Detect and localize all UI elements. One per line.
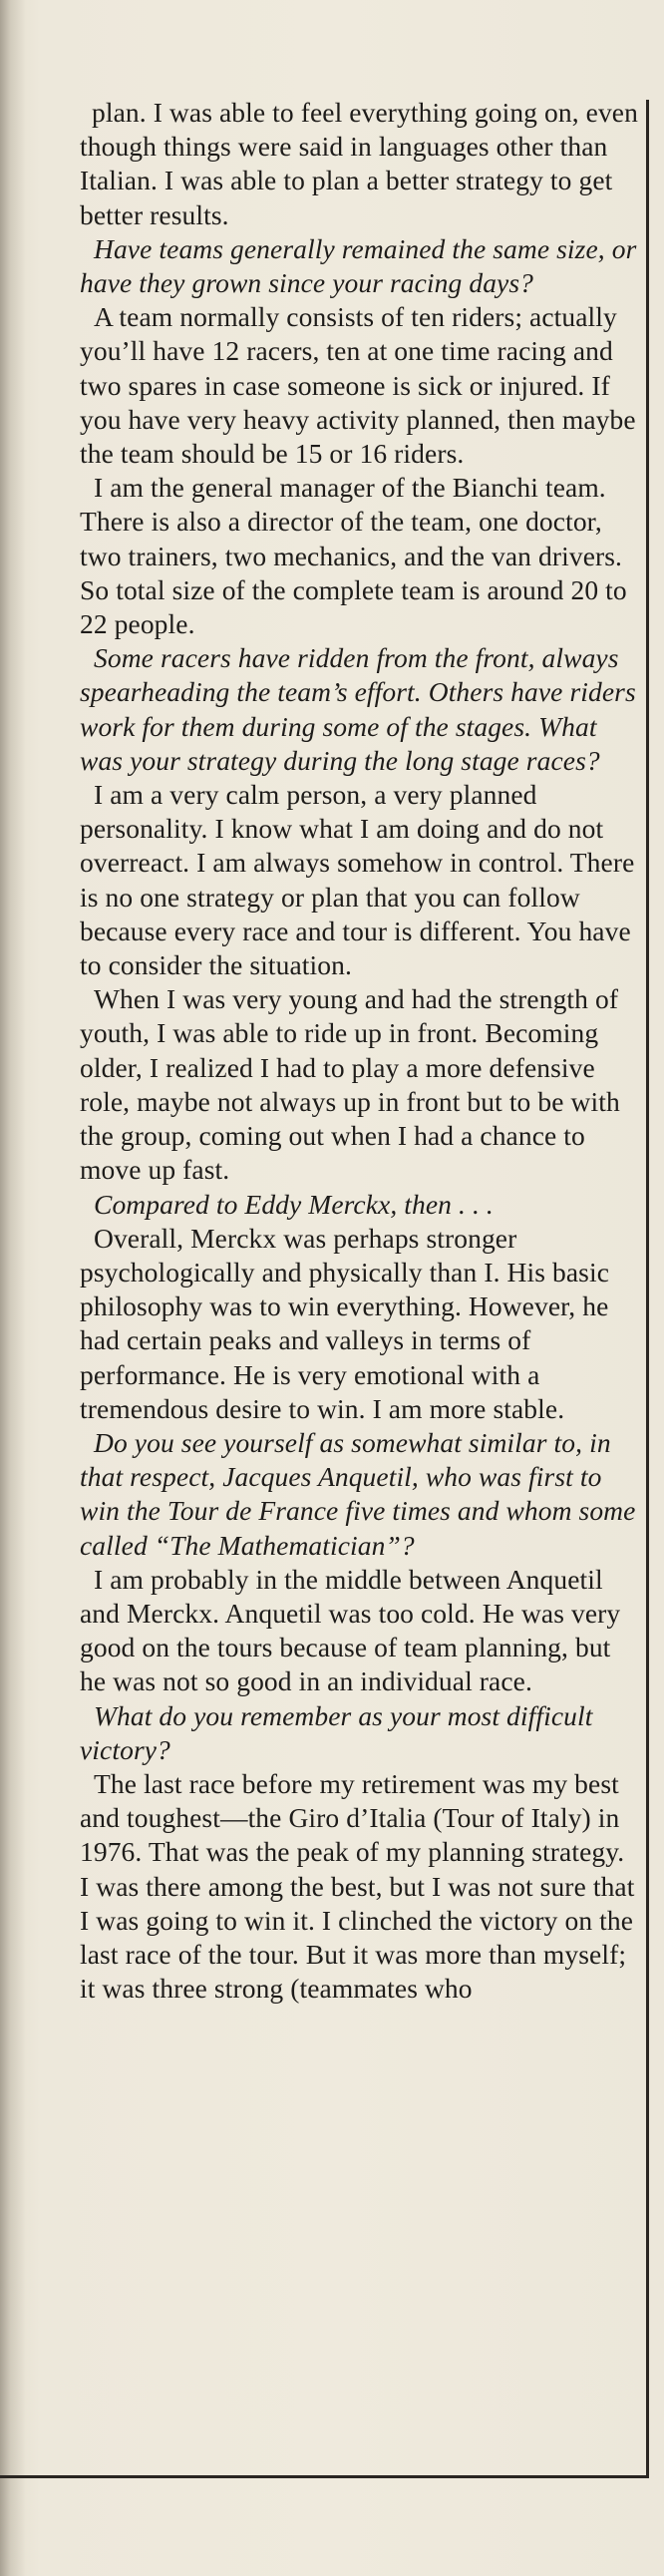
- question-paragraph: Have teams generally remained the same size, or have they grown since your racing days?: [80, 232, 637, 299]
- answer-paragraph: I am probably in the middle between Anquetil and Merckx. Anquetil was too cold. He was very good on the tours because of team planning, but he was not so good in an individual race.: [80, 1563, 621, 1697]
- answer-paragraph: I am the general manager of the Bianchi team. There is also a director of the team, one doctor, two trainers, two mechanics, and the van drivers. So total size of the complete team is around 20 to 22 people.: [80, 472, 627, 640]
- question-paragraph: Compared to Eddy Merckx, then . . .: [94, 1188, 494, 1220]
- answer-paragraph: A team normally consists of ten riders; actually you’ll have 12 racers, ten at one time racing and two spares in case someone is sick or injured. If you have very heavy activity planned, then maybe the team should be 15 or 16 riders.: [80, 301, 636, 470]
- bottom-border-rule: [0, 2475, 649, 2478]
- answer-paragraph: The last race before my retirement was my best and toughest—the Giro d’Italia (Tour of Italy) in 1976. That was the peak of my planning strategy. I was there among the best, but I was not sure that I was going to win it. I clinched the victory on the last race of the tour. But it was more than myself; it was three strong (teammates who: [80, 1767, 635, 2005]
- interview-column: [80, 96, 638, 2006]
- question-paragraph: Some racers have ridden from the front, always spearheading the team’s effort. Others have riders work for them during some of the stages. What was your strategy during the long stage races?: [80, 642, 636, 776]
- answer-paragraph: I am a very calm person, a very planned personality. I know what I am doing and do not overreact. I am always somehow in control. There is no one strategy or plan that you can follow because every race and tour is different. You have to consider the situation.: [80, 779, 635, 981]
- question-paragraph: What do you remember as your most difficult victory?: [80, 1699, 593, 1765]
- answer-paragraph: When I was very young and had the strength of youth, I was able to ride up in front. Becoming older, I realized I had to play a more defensive role, maybe not always up in front but to be with the group, coming out when I had a chance to move up fast.: [80, 983, 620, 1186]
- answer-paragraph: plan. I was able to feel everything going on, even though things were said in languages other than Italian. I was able to plan a better strategy to get better results.: [80, 97, 638, 230]
- question-paragraph: Do you see yourself as somewhat similar to, in that respect, Jacques Anquetil, who was first to win the Tour de France five times and whom some called “The Mathematician”?: [80, 1426, 636, 1561]
- right-border-rule: [646, 100, 649, 2478]
- answer-paragraph: Overall, Merckx was perhaps stronger psychologically and physically than I. His basic philosophy was to win everything. However, he had certain peaks and valleys in terms of performance. He is very emotional with a tremendous desire to win. I am more stable.: [80, 1222, 610, 1424]
- binding-gutter-shadow: [0, 0, 26, 2576]
